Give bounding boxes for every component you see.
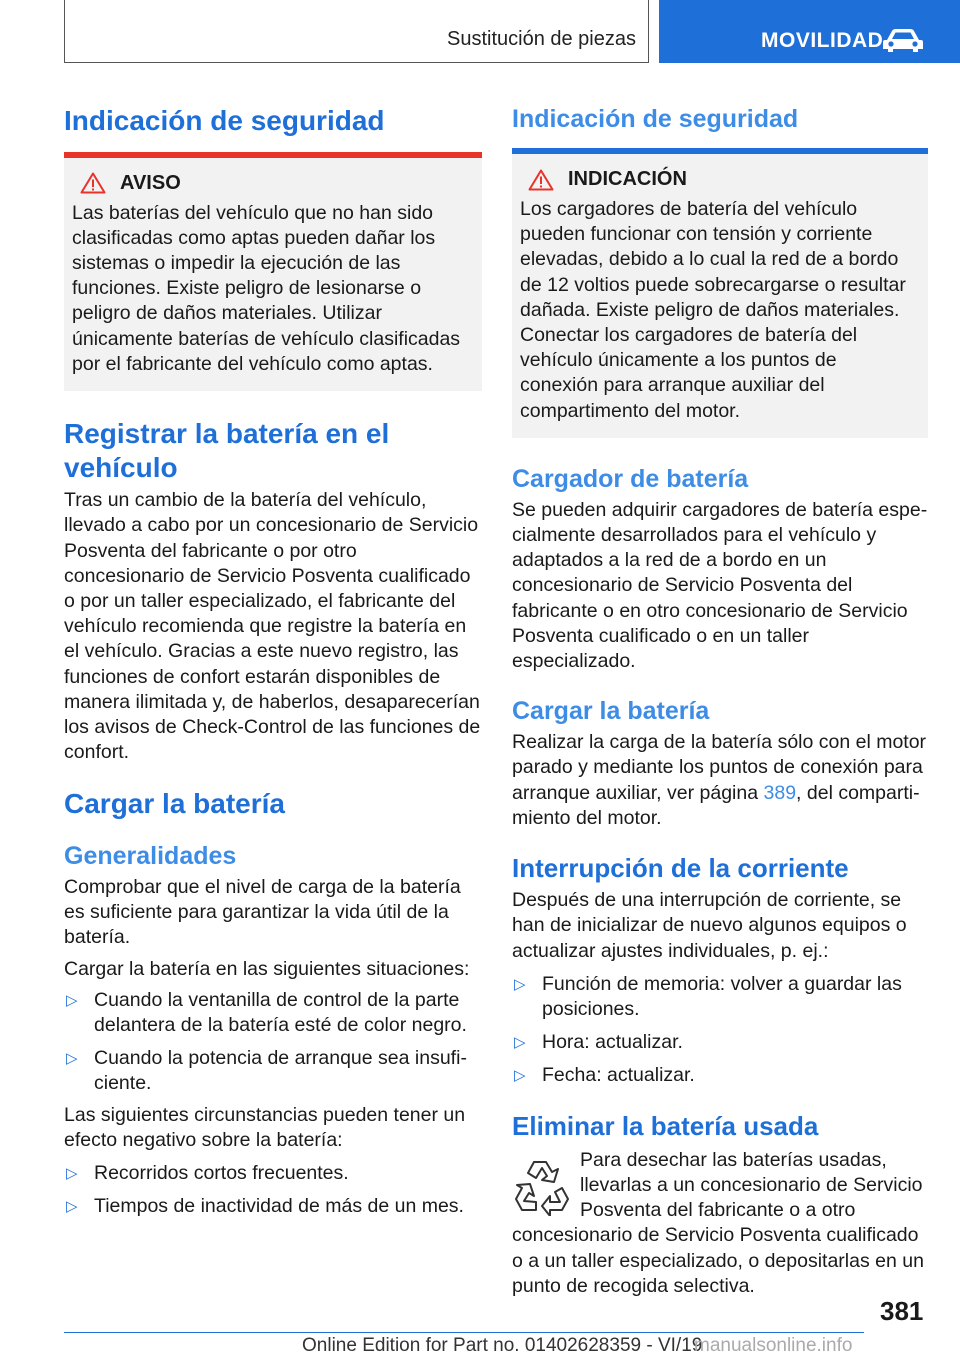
situations-paragraph: Cargar la batería en las siguientes situaciones:	[64, 957, 470, 980]
list-item: ▷ Cuando la potencia de arranque sea insuficiente.	[66, 1047, 467, 1095]
warning-triangle-icon	[80, 172, 106, 194]
negative-paragraph: Las siguientes circunstancias pueden tener un efecto negativo sobre la batería:	[64, 1103, 466, 1151]
list-item: ▷ Función de memoria: volver a guardar las posiciones.	[514, 972, 902, 1021]
right-notice-text: Los cargadores de batería del vehículo pueden funcionar con tensión y corriente elevadas, debido a lo cual la red de a bordo de 12 voltios puede sobrecargarse o resultar dañada. Existe peligro de daños materiales. Conectar los cargadores de batería del vehículo únicamente a los puntos de conexión para arranque auxiliar del compartimento del motor.	[520, 198, 906, 422]
page-number: 381	[880, 1296, 924, 1326]
header-chapter-title: MOVILIDAD	[761, 29, 884, 52]
negative-list	[64, 1161, 482, 1219]
header-section-title: Sustitución de piezas	[446, 28, 636, 50]
car-icon	[881, 26, 925, 54]
bullet-triangle-icon: ▷	[66, 1050, 78, 1068]
left-column	[64, 96, 482, 1219]
interrupt-paragraph: Después de una interrupción de corriente, se han de inicializar de nuevo algunos equipos o actualizar ajustes individuales, p. ej.:	[512, 889, 907, 962]
left-notice-text: Las baterías del vehículo que no han sido clasificadas como aptas pueden dañar los sistemas o impedir la ejecución de las funciones. Existe peligro de lesionarse o peligro de daños materiales. Utilizar únicamente baterías de vehículo clasificadas por el fabricante del vehículo como aptas.	[72, 201, 461, 375]
register-paragraph: Tras un cambio de la batería del vehículo, llevado a cabo por un concesionario de Servicio Posventa del fabricante o por otro concesionario de Servicio Posventa cualificado o por un taller especializado, el fabricante del vehículo recomienda que registre la batería en el vehículo. Gracias a este nuevo registro, las funciones de confort estarán disponibles de manera ilimitada y, de haberlos, desaparecerían los avisos de Check-Control de las funciones de confort.	[64, 489, 481, 764]
bullet-triangle-icon: ▷	[66, 1198, 78, 1216]
situations-list	[64, 988, 482, 1097]
interrupt-list	[512, 972, 928, 1089]
right-column	[512, 96, 928, 1299]
left-safety-heading: Indicación de seguridad	[64, 105, 385, 136]
edition-text: Online Edition for Part no. 01402628359 - VI/19	[302, 1335, 703, 1356]
watermark: manualsonline.info	[694, 1335, 853, 1356]
charger-heading: Cargador de batería	[512, 464, 749, 493]
right-safety-heading: Indicación de seguridad	[512, 105, 799, 133]
charger-paragraph: Se pueden adquirir cargadores de batería especialmente desarrollados para el vehículo y adaptados a la red de a bordo en un concesionario de Servicio Posventa del fabricante o en otro concesionario de Servicio Posventa cualificado o en un taller especializado.	[512, 498, 928, 673]
right-notice-box	[512, 154, 928, 438]
interrupt-heading: Interrupción de la corriente	[512, 853, 849, 884]
dispose-heading: Eliminar la batería usada	[512, 1110, 819, 1141]
list-item: ▷ Cuando la ventanilla de control de la parte delantera de la batería esté de color negro.	[66, 988, 467, 1037]
right-notice-label: INDICACIÓN	[568, 168, 687, 190]
list-item: ▷ Hora: actualizar.	[514, 1031, 683, 1054]
warning-triangle-icon	[528, 169, 554, 191]
bullet-triangle-icon: ▷	[514, 1067, 526, 1085]
footer-divider	[64, 1332, 864, 1333]
list-item: ▷ Recorridos cortos frecuentes.	[66, 1162, 349, 1185]
dispose-paragraph: Para desechar las baterías usadas, llevarlas a un concesionario de Servicio Posventa del fabricante o a otro concesionario de Servicio Posventa cualificado o a un taller especializado, o depositarlas en un punto de recogida selectiva.	[512, 1148, 924, 1297]
header-chapter-tab	[659, 0, 960, 63]
register-heading: Registrar la batería en el vehículo	[64, 418, 390, 483]
bullet-triangle-icon: ▷	[66, 1165, 78, 1183]
dispose-block	[512, 1148, 928, 1299]
header-section-box	[64, 0, 649, 63]
general-heading: Generalidades	[64, 842, 237, 871]
right-charge-paragraph: Realizar la carga de la batería sólo con el motor parado y mediante los puntos de conexión para arranque auxiliar, ver página 389, del compartimiento del motor.	[512, 731, 927, 829]
page-link[interactable]: 389	[763, 781, 797, 804]
bullet-triangle-icon: ▷	[66, 991, 78, 1009]
left-notice-label: AVISO	[120, 171, 181, 194]
list-item: ▷ Tiempos de inactividad de más de un mes.	[66, 1195, 464, 1218]
recycle-icon	[512, 1154, 572, 1216]
left-notice-box	[64, 158, 482, 391]
bullet-triangle-icon: ▷	[514, 975, 526, 993]
bullet-triangle-icon: ▷	[514, 1034, 526, 1052]
right-charge-heading: Cargar la batería	[512, 697, 710, 726]
charge-battery-heading: Cargar la batería	[64, 788, 285, 820]
general-paragraph: Comprobar que el nivel de carga de la batería es suficiente para garantizar la vida útil de la batería.	[64, 876, 461, 949]
list-item: ▷ Fecha: actualizar.	[514, 1064, 695, 1087]
